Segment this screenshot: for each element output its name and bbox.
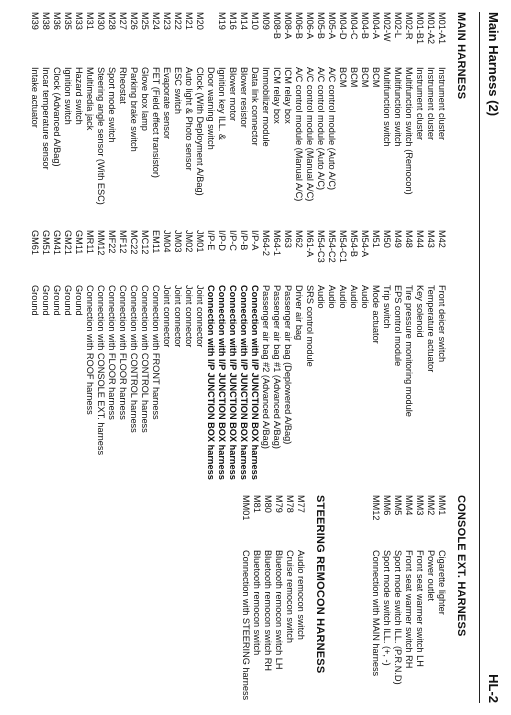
connector-row <box>436 230 447 482</box>
connector-row <box>84 230 95 482</box>
main-harness-title: MAIN HARNESS <box>455 12 467 100</box>
connector-code: M36 <box>52 12 62 30</box>
connector-description: Power outlet <box>426 550 436 602</box>
connector-code: M02-R <box>404 12 414 40</box>
connector-description: Blower motor <box>228 67 238 122</box>
connector-row <box>240 495 251 705</box>
connector-code: I/P-A <box>250 230 260 251</box>
connector-code: M51 <box>371 230 381 248</box>
connector-code: MM3 <box>415 495 425 516</box>
connector-code: M28 <box>107 12 117 30</box>
connector-row <box>370 12 381 230</box>
connector-description: Multifunction switch <box>393 67 403 147</box>
connector-description: Steering angle sensor (With ESC) <box>96 67 106 205</box>
connector-code: MF22 <box>107 230 117 254</box>
connector-row <box>106 12 117 230</box>
connector-code: M63 <box>283 230 293 248</box>
connector-row <box>227 12 238 230</box>
connector-row <box>359 12 370 230</box>
main-harness-column-1 <box>29 12 447 230</box>
connector-row <box>51 230 62 482</box>
connector-row <box>51 12 62 230</box>
connector-code: M06-B <box>294 12 304 40</box>
connector-description: Multifunction switch (Remocon) <box>404 67 414 195</box>
connector-code: M77 <box>296 495 306 513</box>
connector-row <box>62 230 73 482</box>
connector-description: Instrument cluster <box>426 67 436 141</box>
connector-description: Cruise remocon switch <box>285 550 295 643</box>
connector-description: Tire pressure monitoring module <box>404 285 414 417</box>
connector-code: JM02 <box>184 230 194 253</box>
connector-row <box>326 230 337 482</box>
connector-row <box>337 230 348 482</box>
connector-code: M08-B <box>272 12 282 40</box>
connector-description: Ground <box>63 285 73 316</box>
connector-row <box>95 12 106 230</box>
connector-description: Sport mode switch ILL. (+, -) <box>382 550 392 666</box>
connector-description: Joint connector <box>184 285 194 348</box>
steering-harness-title: STEERING REMOCON HARNESS <box>314 495 326 674</box>
connector-description: Multifunction switch <box>382 67 392 147</box>
connector-row <box>95 230 106 482</box>
connector-row <box>370 230 381 482</box>
connector-row <box>425 230 436 482</box>
connector-description: Connection with I/P JUNCTION BOX harness <box>228 285 238 480</box>
connector-description: Connection with I/P JUNCTION BOX harness <box>217 285 227 480</box>
connector-row <box>414 230 425 482</box>
connector-row <box>425 12 436 230</box>
connector-description: BCM <box>349 67 359 88</box>
connector-row <box>414 12 425 230</box>
connector-description: Connection with ROOF harness <box>85 285 95 415</box>
connector-row <box>282 230 293 482</box>
connector-description: Passenger air bag #2 (Advanced A/Bag) <box>261 285 271 449</box>
connector-description: Multimedia jack <box>85 67 95 131</box>
connector-description: Connection with I/P JUNCTION BOX harness <box>239 285 249 480</box>
connector-row <box>403 12 414 230</box>
connector-description: Evaporate sensor <box>162 67 172 140</box>
connector-description: Glove box lamp <box>140 67 150 131</box>
connector-row <box>436 12 447 230</box>
connector-code: M10 <box>250 12 260 30</box>
connector-description: Ignition key ILL. & <box>217 67 227 141</box>
connector-description: Bluetooth remocon switch LH <box>274 550 284 670</box>
connector-description: Ignition switch <box>63 67 73 125</box>
connector-description: Joint connector <box>162 285 172 348</box>
connector-code: M02-W <box>382 12 392 42</box>
connector-description: Ground <box>74 285 84 316</box>
connector-description: A/C control module (Auto A/C) <box>327 67 337 191</box>
steering-harness-list <box>240 495 306 705</box>
connector-description: Blower resistor <box>239 67 249 128</box>
connector-code: M30 <box>96 12 106 30</box>
connector-code: M79 <box>274 495 284 513</box>
connector-code: M04-D <box>338 12 348 40</box>
connector-code: MM2 <box>426 495 436 516</box>
connector-row <box>227 230 238 482</box>
connector-code: MM5 <box>393 495 403 516</box>
connector-row <box>73 230 84 482</box>
connector-row <box>284 495 295 705</box>
connector-description: Audio <box>349 285 359 309</box>
connector-description: Clock (Advanced A/Bag) <box>52 67 62 167</box>
connector-description: Audio <box>316 285 326 309</box>
connector-code: MM12 <box>96 230 106 256</box>
connector-description: Ground <box>41 285 51 316</box>
connector-row <box>29 12 40 230</box>
connector-row <box>128 230 139 482</box>
connector-code: MC12 <box>140 230 150 255</box>
connector-description: Incar temperature sensor <box>41 67 51 170</box>
connector-code: M23 <box>162 12 172 30</box>
connector-description: Audio remocon switch <box>296 550 306 640</box>
connector-row <box>161 12 172 230</box>
connector-row <box>271 230 282 482</box>
connector-row <box>205 12 216 230</box>
connector-code: M44 <box>415 230 425 248</box>
connector-row <box>29 230 40 482</box>
connector-description: SRS control module <box>305 285 315 367</box>
connector-row <box>150 230 161 482</box>
connector-description: Door warning switch <box>206 67 216 150</box>
connector-description: Data link connector <box>250 67 260 146</box>
connector-code: M21 <box>184 12 194 30</box>
connector-row <box>381 230 392 482</box>
connector-description: A/C control module (Manual A/C) <box>305 67 315 202</box>
console-harness-list <box>370 495 447 705</box>
connector-description: Connection with CONTROL harness <box>140 285 150 433</box>
connector-row <box>295 495 306 705</box>
connector-description: Temperature actuator <box>426 285 436 373</box>
connector-row <box>315 12 326 230</box>
connector-row <box>84 12 95 230</box>
page-header <box>479 12 505 703</box>
connector-description: Trip switch <box>382 285 392 329</box>
page-number: HL-2 <box>486 674 501 703</box>
connector-row <box>260 230 271 482</box>
connector-code: M33 <box>74 12 84 30</box>
connector-code: M38 <box>41 12 51 30</box>
connector-code: M35 <box>63 12 73 30</box>
connector-code: GM21 <box>63 230 73 256</box>
connector-description: Sport mode switch <box>107 67 117 143</box>
connector-description: Audio <box>360 285 370 309</box>
connector-code: GM11 <box>74 230 84 255</box>
connector-description: EPS control module <box>393 285 403 367</box>
connector-description: Mode actuator <box>371 285 381 344</box>
connector-description: Immobilizer module <box>261 67 271 147</box>
connector-description: Instrument cluster <box>415 67 425 141</box>
connector-description: Front seat warmer switch LH <box>415 550 425 667</box>
connector-description: Auto light & Photo sensor <box>184 67 194 171</box>
connector-description: BCM <box>371 67 381 88</box>
connector-row <box>194 230 205 482</box>
connector-row <box>40 12 51 230</box>
connector-description: Hazard switch <box>74 67 84 125</box>
connector-row <box>194 12 205 230</box>
connector-code: M16 <box>228 12 238 30</box>
connector-code: M04-B <box>360 12 370 40</box>
connector-description: Audio <box>338 285 348 309</box>
connector-code: I/P-C <box>228 230 238 251</box>
connector-code: M09 <box>261 12 271 30</box>
main-harness-section <box>29 12 467 482</box>
connector-description: Bluetooth remocon switch <box>252 550 262 656</box>
connector-code: M02-L <box>393 12 403 39</box>
connector-description: Driver air bag <box>294 285 304 341</box>
connector-row <box>392 230 403 482</box>
connector-row <box>304 12 315 230</box>
connector-row <box>326 12 337 230</box>
connector-row <box>392 12 403 230</box>
connector-row <box>381 495 392 705</box>
console-harness-section <box>370 495 467 705</box>
page-title: Main Harness (2) <box>486 12 501 117</box>
connector-description: ICM relay box <box>272 67 282 124</box>
connector-code: M54-C3 <box>316 230 326 263</box>
connector-row <box>172 12 183 230</box>
connector-code: M50 <box>382 230 392 248</box>
connector-description: Connection with I/P JUNCTION BOX harness <box>250 285 260 480</box>
connector-code: M54-C2 <box>327 230 337 263</box>
connector-description: Passenger air bag #1 (Advanced A/Bag) <box>272 285 282 449</box>
connector-row <box>249 12 260 230</box>
connector-row <box>183 230 194 482</box>
connector-code: M04-C <box>349 12 359 40</box>
connector-row <box>251 495 262 705</box>
connector-description: FET (Field effect transistor) <box>151 67 161 178</box>
connector-code: M19 <box>217 12 227 30</box>
connector-row <box>139 12 150 230</box>
connector-description: Front seat warmer switch RH <box>404 550 414 669</box>
connector-row <box>348 12 359 230</box>
connector-description: ESC switch <box>173 67 183 114</box>
connector-row <box>304 230 315 482</box>
connector-description: Joint connector <box>173 285 183 348</box>
connector-row <box>106 230 117 482</box>
connector-row <box>172 230 183 482</box>
connector-row <box>293 12 304 230</box>
connector-code: M04-A <box>371 12 381 40</box>
connector-description: Bluetooth remocon switch RH <box>263 550 273 672</box>
connector-description: Connection with MAIN harness <box>371 550 381 677</box>
connector-code <box>205 12 216 67</box>
connector-description: Parking brake switch <box>129 67 139 152</box>
connector-code: I/P-B <box>239 230 249 251</box>
connector-description: Audio <box>327 285 337 309</box>
connector-row <box>62 12 73 230</box>
connector-code: M01-A2 <box>426 12 436 45</box>
connector-code: M49 <box>393 230 403 248</box>
connector-code: M54-B <box>349 230 359 258</box>
connector-row <box>370 495 381 705</box>
connector-code: M31 <box>85 12 95 30</box>
connector-description: Ground <box>30 285 40 316</box>
connector-row <box>216 230 227 482</box>
connector-row <box>315 230 326 482</box>
connector-row <box>238 12 249 230</box>
connector-description: Joint connector <box>195 285 205 348</box>
connector-description: Intake actuator <box>30 67 40 128</box>
connector-row <box>271 12 282 230</box>
connector-description: Connection with I/P JUNCTION BOX harness <box>206 285 216 480</box>
connector-description: BCM <box>338 67 348 88</box>
connector-code: M61-A <box>305 230 315 258</box>
connector-code: GM51 <box>41 230 51 256</box>
connector-code: EM11 <box>151 230 161 254</box>
connector-row <box>249 230 260 482</box>
connector-code: M62 <box>294 230 304 248</box>
connector-code: M80 <box>263 495 273 513</box>
connector-row <box>273 495 284 705</box>
connector-row <box>117 230 128 482</box>
connector-code: JM04 <box>162 230 172 253</box>
connector-row <box>150 12 161 230</box>
connector-description: Ground <box>52 285 62 316</box>
connector-description: Sport mode switch ILL. (P.R.N.D) <box>393 550 403 685</box>
connector-code: M39 <box>30 12 40 30</box>
connector-row <box>403 495 414 705</box>
connector-code: M64-1 <box>272 230 282 257</box>
connector-code: M26 <box>129 12 139 30</box>
connector-code: M27 <box>118 12 128 30</box>
steering-harness-section <box>240 495 326 705</box>
connector-code: M64-2 <box>261 230 271 257</box>
connector-row <box>128 12 139 230</box>
console-harness-title: CONSOLE EXT. HARNESS <box>455 495 467 637</box>
connector-code: M54-C1 <box>338 230 348 263</box>
connector-row <box>73 12 84 230</box>
connector-code: GM61 <box>30 230 40 256</box>
connector-row <box>183 12 194 230</box>
connector-row <box>161 230 172 482</box>
connector-code: M81 <box>252 495 262 513</box>
connector-code: MM1 <box>437 495 447 516</box>
connector-description: Passenger air bag (Deplowered A/Bag) <box>283 285 293 445</box>
connector-code: M25 <box>140 12 150 30</box>
connector-row <box>293 230 304 482</box>
connector-code: M06-A <box>305 12 315 40</box>
connector-row <box>262 495 273 705</box>
connector-row <box>205 230 216 482</box>
connector-description: A/C control module (Auto A/C) <box>316 67 326 191</box>
connector-code: M22 <box>173 12 183 30</box>
connector-row <box>392 495 403 705</box>
connector-description: Key solenoid <box>415 285 425 338</box>
connector-row <box>117 12 128 230</box>
connector-description: A/C control module (Manual A/C) <box>294 67 304 202</box>
connector-row <box>337 12 348 230</box>
connector-code: GM41 <box>52 230 62 256</box>
connector-description: Instrument cluster <box>437 67 447 141</box>
connector-code: M48 <box>404 230 414 248</box>
connector-code: I/P-D <box>217 230 227 251</box>
connector-code: I/P-E <box>206 230 216 251</box>
connector-code: M54-A <box>360 230 370 258</box>
connector-description: Connection with CONTROL harness <box>129 285 139 433</box>
connector-row <box>414 495 425 705</box>
connector-code: MM01 <box>241 495 251 521</box>
connector-row <box>381 12 392 230</box>
connector-code: MC22 <box>129 230 139 255</box>
header-rule <box>479 12 480 703</box>
connector-code: M20 <box>195 12 205 30</box>
connector-row <box>216 12 227 230</box>
connector-description: Connection with FRONT harness <box>151 285 161 420</box>
connector-code: M05-A <box>327 12 337 40</box>
connector-code: MM6 <box>382 495 392 516</box>
connector-description: BCM <box>360 67 370 88</box>
connector-description: Connection with FLOOR harness <box>118 285 128 420</box>
connector-code: M24 <box>151 12 161 30</box>
connector-row <box>348 230 359 482</box>
connector-row <box>139 230 150 482</box>
connector-description: Cigarette lighter <box>437 550 447 615</box>
connector-row <box>403 230 414 482</box>
connector-row <box>436 495 447 705</box>
connector-description: Connection with FLOOR harness <box>107 285 117 420</box>
main-harness-column-2 <box>29 230 447 482</box>
connector-code: MF12 <box>118 230 128 254</box>
connector-code: JM03 <box>173 230 183 253</box>
connector-code: M01-B1 <box>415 12 425 45</box>
connector-code: JM01 <box>195 230 205 253</box>
connector-code: M43 <box>426 230 436 248</box>
connector-row <box>40 230 51 482</box>
connector-description: Connection with CONSOLE EXT. harness <box>96 285 106 456</box>
connector-row <box>425 495 436 705</box>
connector-description: Clock (With Deployment A/Bag) <box>195 67 205 196</box>
connector-code: M14 <box>239 12 249 30</box>
connector-code: M08-A <box>283 12 293 40</box>
connector-description: Rheostat <box>118 67 128 104</box>
connector-code: M01-A1 <box>437 12 447 45</box>
connector-code: M05-B <box>316 12 326 40</box>
connector-code: MR11 <box>85 230 95 254</box>
connector-row <box>359 230 370 482</box>
connector-row <box>282 12 293 230</box>
connector-code: M78 <box>285 495 295 513</box>
connector-code: MM12 <box>371 495 381 521</box>
connector-description: ICM relay box <box>283 67 293 124</box>
connector-row <box>238 230 249 482</box>
connector-code: M42 <box>437 230 447 248</box>
connector-description: Connection with STEERING harness <box>241 550 251 701</box>
connector-code: MM4 <box>404 495 414 516</box>
connector-row <box>260 12 271 230</box>
connector-description: Front deicer switch <box>437 285 447 363</box>
